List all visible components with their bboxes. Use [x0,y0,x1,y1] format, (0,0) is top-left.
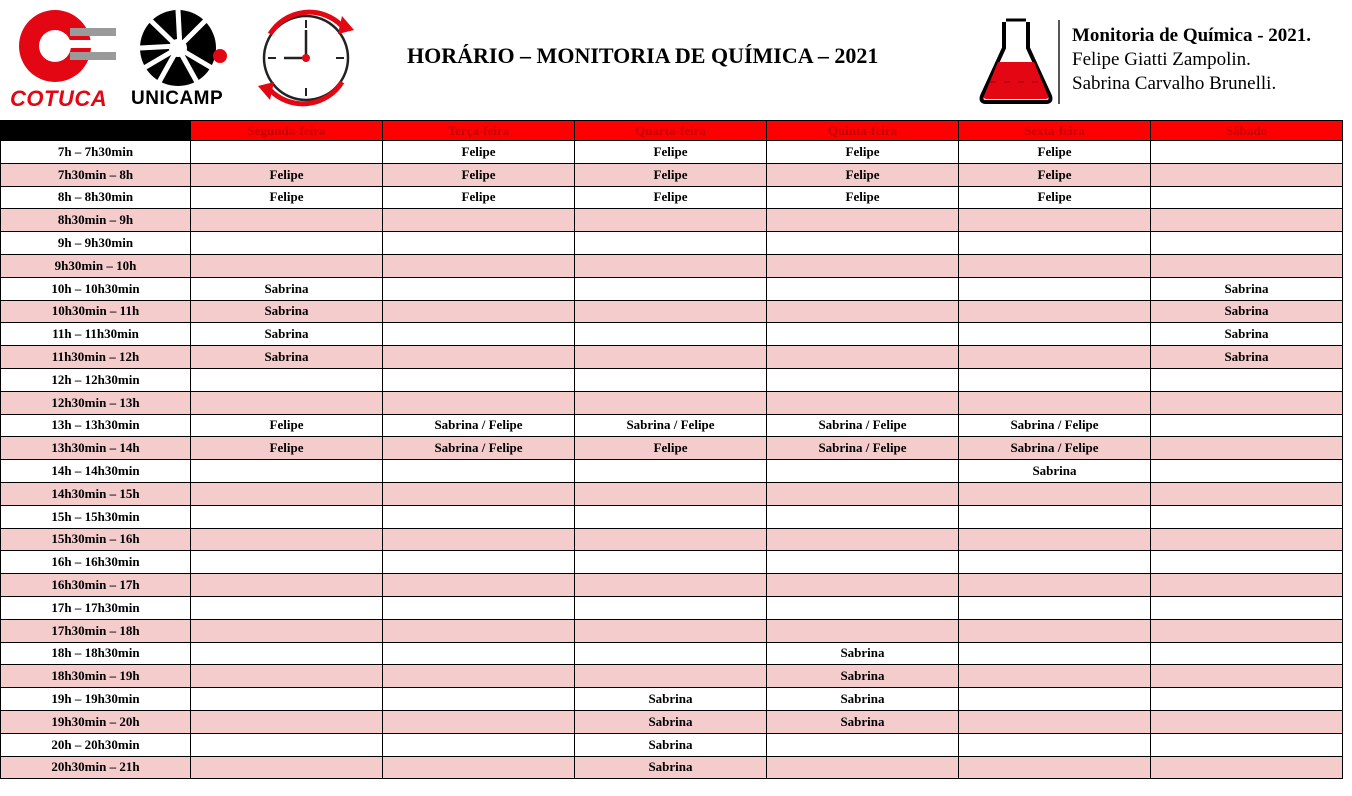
schedule-cell [767,346,959,369]
schedule-cell [575,460,767,483]
schedule-cell: Sabrina [1151,300,1343,323]
schedule-cell: Sabrina / Felipe [767,437,959,460]
time-slot: 19h – 19h30min [1,688,191,711]
schedule-cell: Sabrina [1151,323,1343,346]
schedule-cell [1151,688,1343,711]
table-row [1,551,1343,574]
day-header: Sexta-feira [959,121,1151,141]
schedule-cell [959,391,1151,414]
cotuca-wordmark: COTUCA [10,86,108,111]
schedule-cell: Sabrina [767,665,959,688]
flask-icon [976,18,1056,106]
info-line-1: Monitoria de Química - 2021. [1072,25,1312,46]
schedule-cell: Sabrina [767,710,959,733]
schedule-cell [383,482,575,505]
schedule-cell [383,460,575,483]
time-slot: 7h30min – 8h [1,163,191,186]
table-row [1,642,1343,665]
table-row [1,232,1343,255]
schedule-cell [191,688,383,711]
schedule-cell [1151,596,1343,619]
schedule-cell: Sabrina [191,277,383,300]
table-row [1,186,1343,209]
info-line-3: Sabrina Carvalho Brunelli. [1072,73,1277,94]
schedule-cell: Felipe [191,163,383,186]
schedule-cell [383,300,575,323]
schedule-cell [767,254,959,277]
schedule-cell: Felipe [383,186,575,209]
unicamp-wordmark: UNICAMP [131,88,224,109]
schedule-cell [383,710,575,733]
schedule-cell: Felipe [383,141,575,164]
schedule-cell: Felipe [767,163,959,186]
schedule-cell [575,528,767,551]
table-row [1,574,1343,597]
schedule-cell [767,574,959,597]
schedule-cell [959,710,1151,733]
schedule-cell [767,323,959,346]
schedule-cell [1151,642,1343,665]
schedule-cell [959,665,1151,688]
schedule-cell: Sabrina / Felipe [383,414,575,437]
schedule-cell [1151,163,1343,186]
day-header: Sábado [1151,121,1343,141]
time-slot: 10h – 10h30min [1,277,191,300]
schedule-cell: Felipe [383,163,575,186]
schedule-cell [959,596,1151,619]
time-slot: 18h30min – 19h [1,665,191,688]
table-row [1,368,1343,391]
table-row [1,596,1343,619]
schedule-cell [575,346,767,369]
time-slot: 17h30min – 18h [1,619,191,642]
schedule-cell [383,642,575,665]
schedule-cell [959,346,1151,369]
schedule-cell [383,756,575,779]
table-row [1,346,1343,369]
schedule-cell [1151,391,1343,414]
schedule-cell [767,551,959,574]
schedule-cell: Felipe [959,141,1151,164]
schedule-cell [575,482,767,505]
schedule-cell [383,391,575,414]
schedule-cell [191,619,383,642]
schedule-cell [959,619,1151,642]
schedule-table [0,120,1343,779]
schedule-cell [575,323,767,346]
table-row [1,277,1343,300]
time-slot: 8h30min – 9h [1,209,191,232]
day-header: Quarta-feira [575,121,767,141]
time-slot: 10h30min – 11h [1,300,191,323]
schedule-cell [1151,368,1343,391]
table-row [1,323,1343,346]
schedule-cell [191,254,383,277]
schedule-cell [767,209,959,232]
schedule-cell: Sabrina [191,346,383,369]
schedule-cell [575,300,767,323]
schedule-cell: Felipe [575,186,767,209]
schedule-cell [383,596,575,619]
schedule-cell [383,505,575,528]
time-slot: 20h – 20h30min [1,733,191,756]
schedule-cell [575,619,767,642]
schedule-cell [1151,414,1343,437]
time-slot: 11h30min – 12h [1,346,191,369]
schedule-cell [383,323,575,346]
page-header [0,0,1352,118]
time-slot: 13h30min – 14h [1,437,191,460]
day-header: Quinta-feira [767,121,959,141]
schedule-cell [959,733,1151,756]
schedule-cell [191,665,383,688]
schedule-cell [575,596,767,619]
table-row [1,254,1343,277]
table-row [1,209,1343,232]
time-slot: 18h – 18h30min [1,642,191,665]
schedule-cell [959,209,1151,232]
schedule-cell [575,368,767,391]
schedule-cell [1151,574,1343,597]
schedule-cell [191,482,383,505]
time-slot: 14h30min – 15h [1,482,191,505]
schedule-cell [383,688,575,711]
time-slot: 19h30min – 20h [1,710,191,733]
schedule-cell [1151,733,1343,756]
schedule-cell [767,733,959,756]
table-row [1,460,1343,483]
schedule-cell [767,482,959,505]
schedule-cell [383,528,575,551]
time-slot: 8h – 8h30min [1,186,191,209]
schedule-cell [959,574,1151,597]
header-divider [1058,20,1060,104]
schedule-cell: Felipe [191,414,383,437]
time-slot: 13h – 13h30min [1,414,191,437]
table-row [1,733,1343,756]
schedule-cell [767,596,959,619]
day-header: Terça-feira [383,121,575,141]
time-slot: 20h30min – 21h [1,756,191,779]
schedule-cell [767,232,959,255]
schedule-cell [767,277,959,300]
schedule-cell [959,505,1151,528]
schedule-cell [959,277,1151,300]
schedule-cell: Sabrina / Felipe [767,414,959,437]
schedule-cell [191,596,383,619]
table-row [1,300,1343,323]
schedule-cell [575,551,767,574]
schedule-cell [191,232,383,255]
schedule-cell [383,232,575,255]
schedule-cell [191,733,383,756]
table-row [1,437,1343,460]
schedule-cell [959,551,1151,574]
table-row [1,505,1343,528]
time-slot: 11h – 11h30min [1,323,191,346]
schedule-cell [191,574,383,597]
time-slot: 12h30min – 13h [1,391,191,414]
schedule-cell: Sabrina [575,756,767,779]
schedule-cell [575,232,767,255]
table-row [1,391,1343,414]
header-info [1072,24,1311,96]
schedule-cell [1151,665,1343,688]
clock-icon [250,4,362,112]
schedule-cell [1151,756,1343,779]
schedule-cell: Sabrina [191,300,383,323]
schedule-cell [959,482,1151,505]
schedule-cell [1151,505,1343,528]
schedule-cell [767,528,959,551]
schedule-cell [383,551,575,574]
time-slot: 17h – 17h30min [1,596,191,619]
schedule-cell: Sabrina [1151,277,1343,300]
schedule-cell: Sabrina / Felipe [575,414,767,437]
schedule-cell: Felipe [959,163,1151,186]
schedule-cell [575,642,767,665]
schedule-cell [575,505,767,528]
day-header: Segunda-feira [191,121,383,141]
schedule-cell [191,368,383,391]
schedule-cell: Sabrina / Felipe [383,437,575,460]
schedule-cell [1151,710,1343,733]
schedule-cell [959,232,1151,255]
schedule-cell [959,528,1151,551]
schedule-cell: Sabrina [191,323,383,346]
schedule-cell: Sabrina [767,642,959,665]
schedule-cell [191,710,383,733]
time-slot: 7h – 7h30min [1,141,191,164]
schedule-cell [575,254,767,277]
schedule-cell [575,209,767,232]
schedule-cell [575,574,767,597]
schedule-cell [1151,551,1343,574]
schedule-cell: Felipe [767,141,959,164]
time-slot: 15h – 15h30min [1,505,191,528]
table-row [1,756,1343,779]
schedule-cell [383,665,575,688]
table-row [1,141,1343,164]
time-slot: 9h – 9h30min [1,232,191,255]
schedule-cell [1151,186,1343,209]
schedule-cell [383,209,575,232]
schedule-cell [191,505,383,528]
time-slot: 12h – 12h30min [1,368,191,391]
schedule-cell: Felipe [191,437,383,460]
schedule-cell [959,300,1151,323]
schedule-cell [383,368,575,391]
schedule-cell: Felipe [575,141,767,164]
info-line-2: Felipe Giatti Zampolin. [1072,49,1251,70]
schedule-cell [383,277,575,300]
table-row [1,528,1343,551]
table-row [1,665,1343,688]
schedule-cell [959,323,1151,346]
header-row [1,121,1343,141]
schedule-cell [1151,619,1343,642]
schedule-cell [191,460,383,483]
schedule-cell [1151,232,1343,255]
schedule-cell: Sabrina [1151,346,1343,369]
table-row [1,688,1343,711]
schedule-cell [959,368,1151,391]
schedule-cell [1151,437,1343,460]
schedule-body [1,141,1343,779]
schedule-cell: Sabrina / Felipe [959,414,1151,437]
table-row [1,482,1343,505]
schedule-cell: Felipe [191,186,383,209]
schedule-cell [959,642,1151,665]
schedule-cell [767,619,959,642]
time-slot: 15h30min – 16h [1,528,191,551]
table-row [1,619,1343,642]
schedule-cell: Sabrina [575,733,767,756]
schedule-cell [767,505,959,528]
schedule-cell [575,665,767,688]
page-title: HORÁRIO – MONITORIA DE QUÍMICA – 2021 [407,43,879,68]
schedule-cell [1151,482,1343,505]
schedule-cell [959,688,1151,711]
table-row [1,414,1343,437]
schedule-cell [191,551,383,574]
time-slot: 16h – 16h30min [1,551,191,574]
schedule-cell [383,346,575,369]
schedule-cell [1151,209,1343,232]
schedule-cell [767,756,959,779]
schedule-cell [1151,141,1343,164]
table-row [1,710,1343,733]
schedule-cell: Sabrina / Felipe [959,437,1151,460]
schedule-cell [191,391,383,414]
schedule-cell [767,460,959,483]
schedule-cell: Sabrina [959,460,1151,483]
schedule-cell [191,209,383,232]
time-slot: 14h – 14h30min [1,460,191,483]
schedule-cell [575,277,767,300]
table-row [1,163,1343,186]
time-slot: 9h30min – 10h [1,254,191,277]
schedule-cell [1151,254,1343,277]
corner-cell [1,121,191,141]
schedule-cell: Felipe [767,186,959,209]
schedule-cell: Felipe [575,163,767,186]
schedule-cell [767,391,959,414]
schedule-cell [191,528,383,551]
schedule-cell [1151,528,1343,551]
schedule-cell [383,619,575,642]
schedule-cell [575,391,767,414]
schedule-cell [767,368,959,391]
schedule-cell: Felipe [575,437,767,460]
schedule-cell [383,733,575,756]
schedule-cell [959,254,1151,277]
schedule-cell [191,642,383,665]
schedule-cell [191,141,383,164]
schedule-cell [1151,460,1343,483]
schedule-cell: Sabrina [575,710,767,733]
time-slot: 16h30min – 17h [1,574,191,597]
schedule-cell: Sabrina [575,688,767,711]
schedule-cell: Felipe [959,186,1151,209]
schedule-cell [383,254,575,277]
schedule-cell [959,756,1151,779]
schedule-cell: Sabrina [767,688,959,711]
schedule-cell [383,574,575,597]
schedule-cell [767,300,959,323]
schedule-cell [191,756,383,779]
